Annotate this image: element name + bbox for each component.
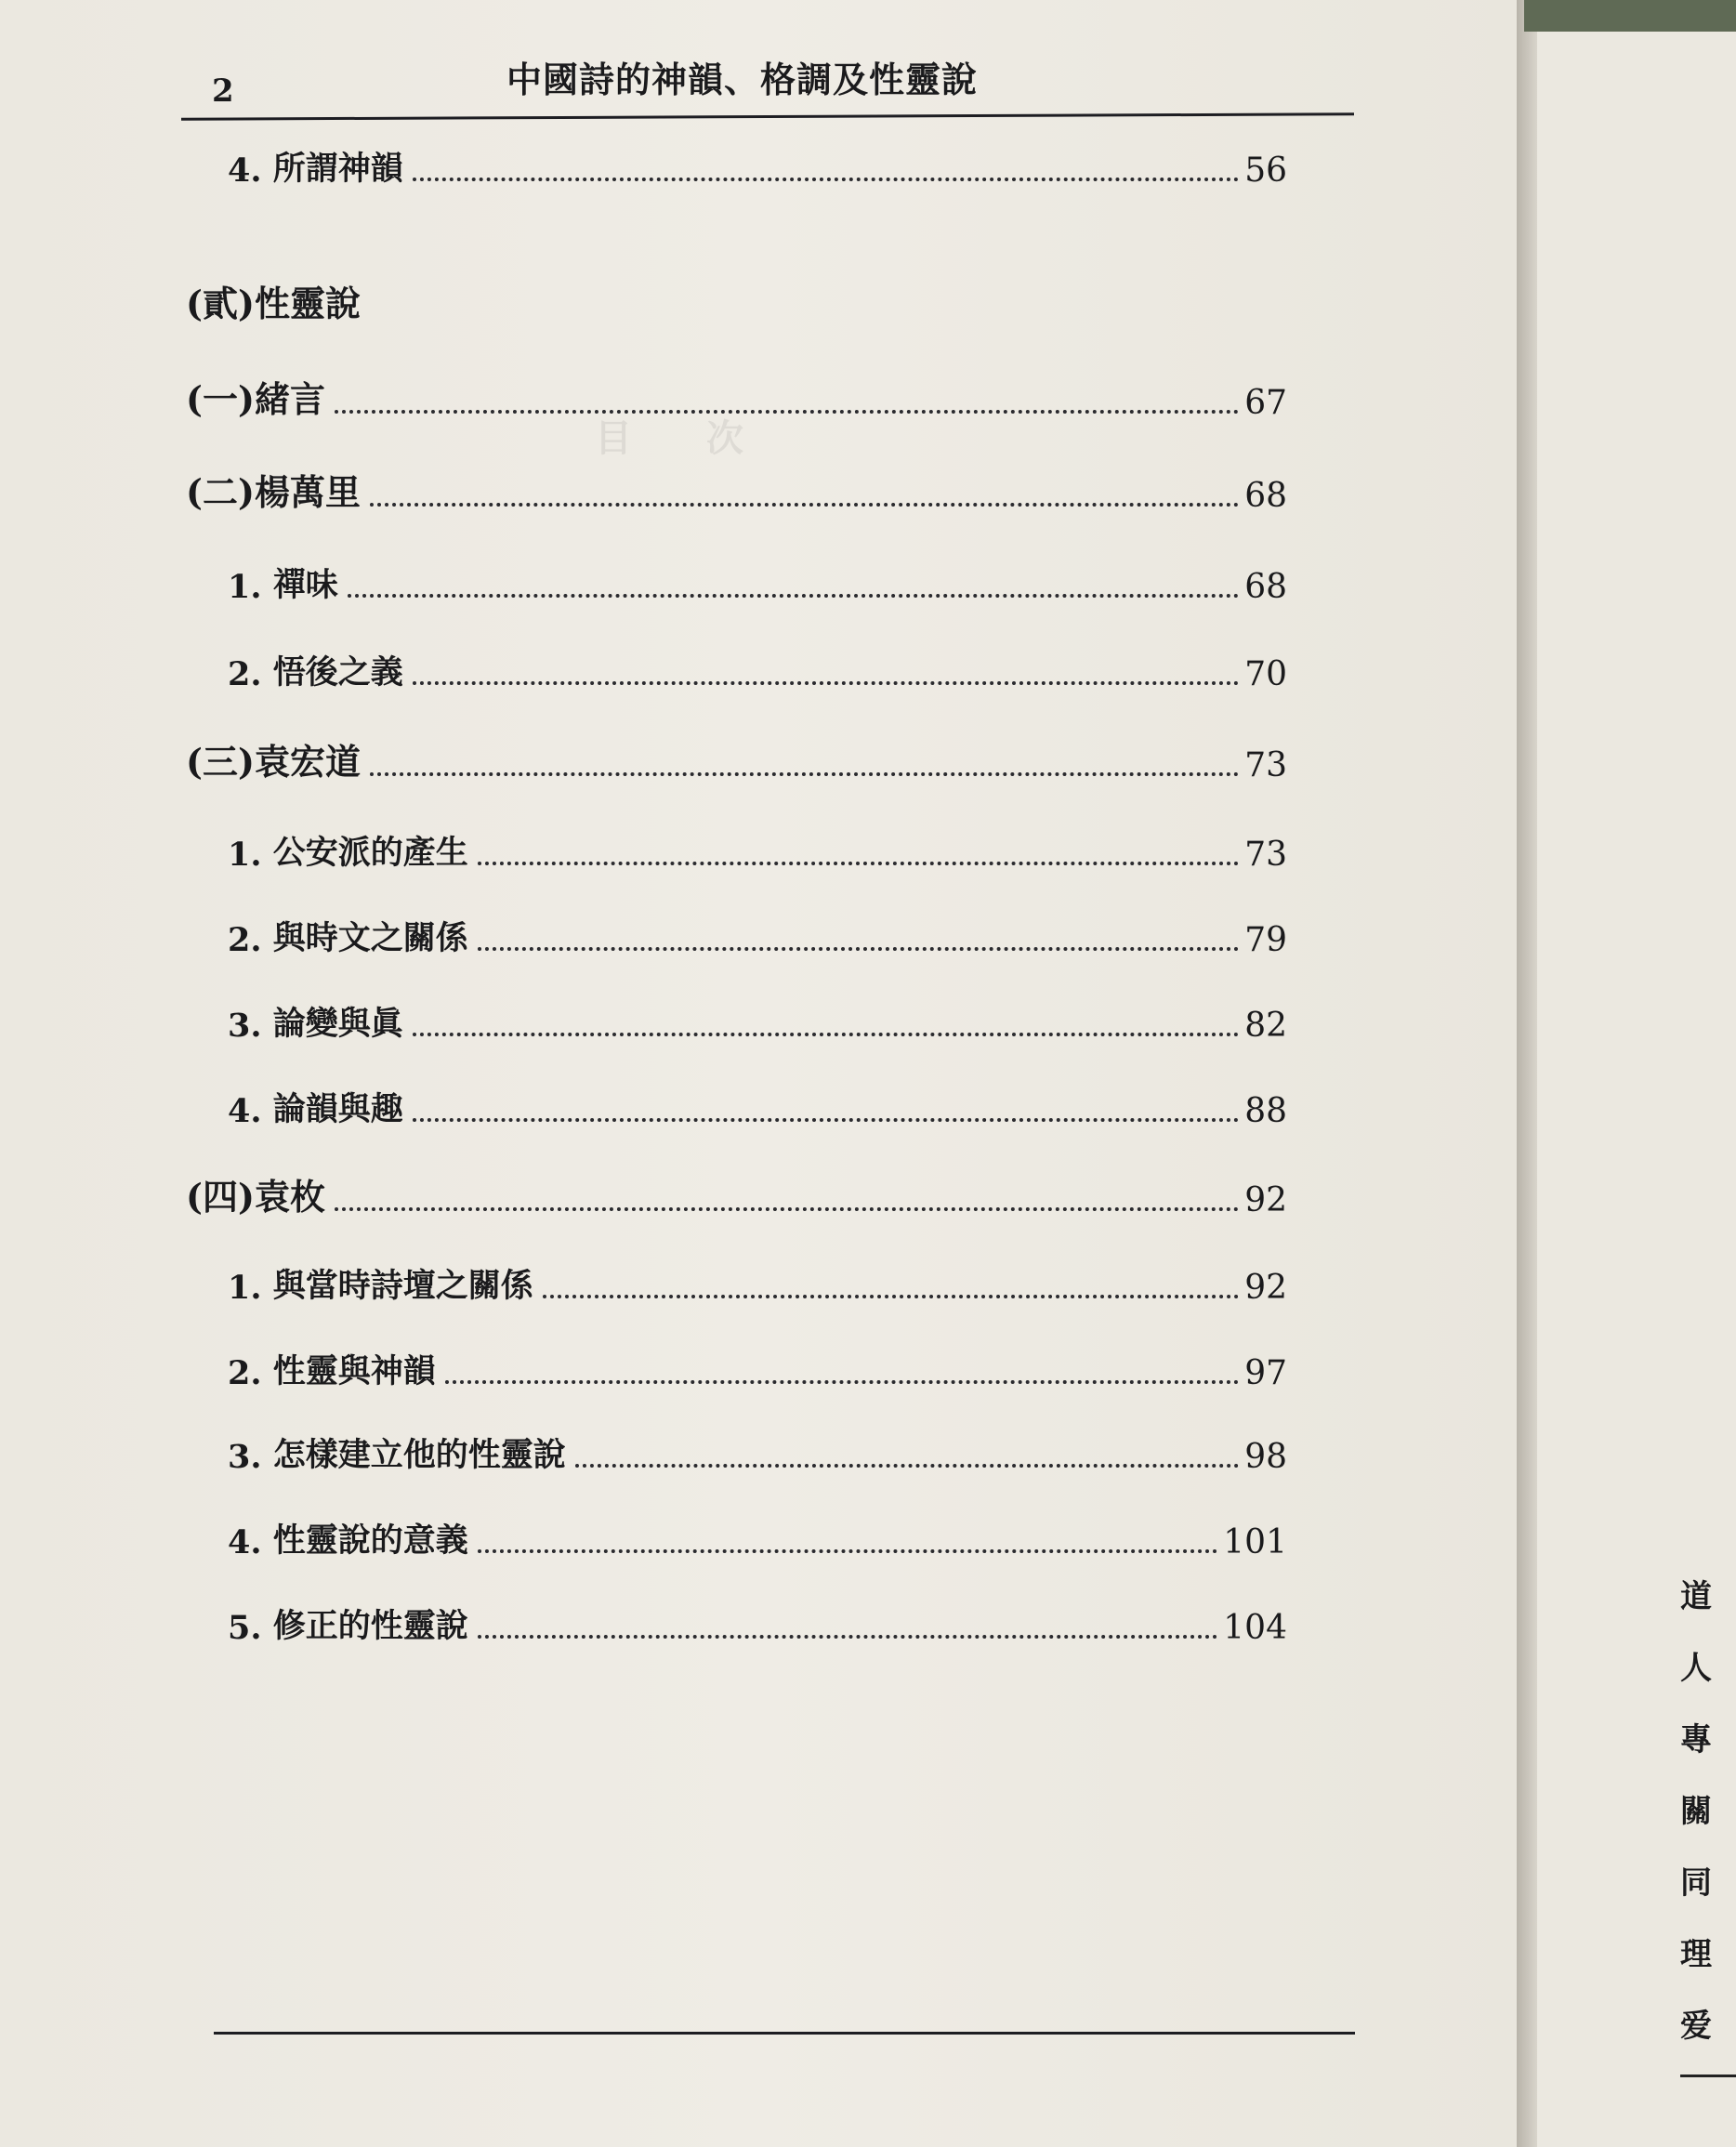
entry-number: 4. [228,1523,262,1561]
entry-page: 97 [1244,1354,1287,1392]
running-title: 中國詩的神韻、格調及性靈說 [506,59,979,100]
dot-leader [445,1380,1239,1384]
chapter-number: (三) [186,741,255,783]
chapter-number: (四) [186,1176,255,1218]
entry-title: 論韻與趣 [272,1090,403,1128]
toc-entry [228,1511,1287,1561]
entry-title: 與當時詩壇之關係 [272,1267,533,1305]
dot-leader [478,1549,1218,1553]
dot-leader [413,1033,1239,1036]
entry-page: 98 [1244,1438,1287,1476]
toc-entry [228,139,1287,190]
entry-page: 73 [1244,746,1287,784]
facing-char: 理 [1680,1936,1712,1973]
entry-title: 修正的性靈說 [272,1607,468,1645]
facing-char: 關 [1680,1793,1712,1830]
entry-page: 82 [1244,1007,1287,1045]
entry-number: 1. [228,568,262,606]
facing-page-rule [1680,2075,1736,2077]
chapter-title: 緒言 [254,378,325,420]
page-number: 2 [212,72,234,110]
dot-leader [478,862,1239,865]
entry-number: 3. [228,1007,262,1045]
toc-entry [228,643,1287,693]
toc-entry [228,909,1287,959]
book-gutter [1517,0,1537,2147]
facing-char: 專 [1680,1721,1712,1758]
entry-page: 56 [1244,151,1287,190]
entry-title: 禪味 [272,566,338,604]
entry-number: 2. [228,921,262,959]
toc-entry [228,556,1287,606]
entry-number: 2. [228,655,262,693]
facing-char: 人 [1680,1650,1712,1687]
dot-leader [335,1207,1239,1211]
dot-leader [478,947,1239,951]
header-rule [181,112,1354,121]
toc-chapter [186,465,1287,515]
toc-entry [228,1342,1287,1392]
bleed-through-text: 目 次 [595,416,743,460]
page-header [0,0,1517,130]
entry-number: 1. [228,1269,262,1307]
entry-title: 論變與眞 [272,1005,403,1043]
entry-page: 104 [1223,1609,1287,1647]
facing-char: 同 [1680,1864,1712,1902]
entry-number: 4. [228,151,262,190]
toc-entry [228,823,1287,874]
dot-leader [370,503,1239,507]
toc-entry [228,994,1287,1045]
entry-title: 性靈與神韻 [272,1352,436,1390]
dot-leader [575,1464,1239,1468]
entry-number: 5. [228,1609,262,1647]
chapter-title: 袁宏道 [254,741,361,783]
toc-entry [228,1257,1287,1307]
facing-char: 爱 [1680,2008,1712,2045]
chapter-title: 楊萬里 [254,471,361,513]
footer-rule [214,2032,1355,2035]
entry-number: 3. [228,1438,262,1476]
dot-leader [370,772,1239,776]
dot-leader [348,594,1239,598]
entry-title: 怎樣建立他的性靈說 [272,1436,566,1474]
toc-chapter [186,1169,1287,1219]
facing-char: 道 [1680,1578,1712,1615]
entry-title: 悟後之義 [272,653,403,692]
dot-leader [478,1635,1218,1639]
toc-entry [228,1426,1287,1476]
entry-page: 68 [1244,568,1287,606]
book-cover-edge [1524,0,1736,32]
dot-leader [413,681,1239,685]
toc-chapter [186,734,1287,784]
entry-title: 公安派的產生 [272,834,468,872]
entry-page: 92 [1244,1181,1287,1219]
toc-entry [228,1597,1287,1647]
chapter-title: 袁枚 [254,1176,325,1218]
toc-entry [228,1080,1287,1130]
entry-number: 2. [228,1354,262,1392]
entry-page: 68 [1244,477,1287,515]
toc-chapter [186,372,1287,422]
entry-page: 67 [1244,384,1287,422]
entry-number: 1. [228,836,262,874]
chapter-number: (一) [186,378,255,420]
dot-leader [413,1118,1239,1122]
entry-title: 性靈說的意義 [272,1521,468,1560]
section-heading: (貳)性靈說 [186,283,361,324]
entry-page: 70 [1244,655,1287,693]
chapter-number: (二) [186,471,255,513]
entry-title: 所謂神韻 [272,150,403,188]
entry-page: 101 [1223,1523,1287,1561]
entry-title: 與時文之關係 [272,919,468,957]
dot-leader [335,410,1239,414]
entry-page: 88 [1244,1092,1287,1130]
entry-page: 92 [1244,1269,1287,1307]
entry-page: 73 [1244,836,1287,874]
entry-number: 4. [228,1092,262,1130]
entry-page: 79 [1244,921,1287,959]
facing-page-vertical-text [1680,1561,1717,2062]
dot-leader [543,1295,1239,1298]
dot-leader [413,178,1239,181]
